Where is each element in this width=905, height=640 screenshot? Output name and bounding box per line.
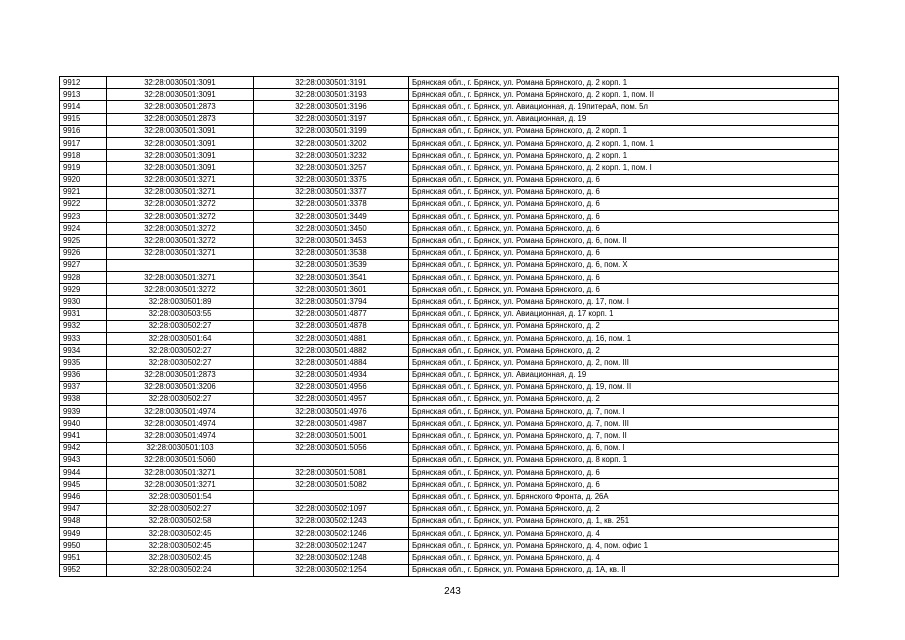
parent-cadastral-number-cell: 32:28:0030501:4974 (107, 430, 254, 442)
parent-cadastral-number-cell: 32:28:0030501:3091 (107, 125, 254, 137)
cadastral-number-cell (254, 454, 409, 466)
table-row (60, 89, 839, 101)
table-row (60, 357, 839, 369)
table-row (60, 479, 839, 491)
row-number-cell: 9924 (60, 223, 107, 235)
cadastral-number-cell: 32:28:0030501:3375 (254, 174, 409, 186)
parent-cadastral-number-cell: 32:28:0030502:58 (107, 515, 254, 527)
address-cell: Брянская обл., г. Брянск, ул. Романа Брянского, д. 7, пом. II (409, 430, 839, 442)
table-row (60, 393, 839, 405)
parent-cadastral-number-cell: 32:28:0030502:45 (107, 552, 254, 564)
cadastral-number-cell: 32:28:0030501:5056 (254, 442, 409, 454)
parent-cadastral-number-cell: 32:28:0030501:3272 (107, 198, 254, 210)
row-number-cell: 9937 (60, 381, 107, 393)
cadastral-number-cell: 32:28:0030502:1248 (254, 552, 409, 564)
address-cell: Брянская обл., г. Брянск, ул. Романа Брянского, д. 2 корп. 1, пом. 1 (409, 137, 839, 149)
row-number-cell: 9929 (60, 284, 107, 296)
row-number-cell: 9947 (60, 503, 107, 515)
table-row (60, 296, 839, 308)
cadastral-number-cell: 32:28:0030501:3601 (254, 284, 409, 296)
row-number-cell: 9921 (60, 186, 107, 198)
cadastral-number-cell: 32:28:0030501:4884 (254, 357, 409, 369)
table-row (60, 515, 839, 527)
registry-table-body (60, 77, 839, 577)
parent-cadastral-number-cell: 32:28:0030502:27 (107, 503, 254, 515)
address-cell: Брянская обл., г. Брянск, ул. Авиационная, д. 19 (409, 369, 839, 381)
row-number-cell: 9941 (60, 430, 107, 442)
table-row (60, 552, 839, 564)
address-cell: Брянская обл., г. Брянск, ул. Романа Брянского, д. 7, пом. I (409, 406, 839, 418)
table-row (60, 284, 839, 296)
table-row (60, 564, 839, 576)
cadastral-number-cell: 32:28:0030501:4877 (254, 308, 409, 320)
table-row (60, 332, 839, 344)
table-row (60, 491, 839, 503)
cadastral-number-cell: 32:28:0030501:5001 (254, 430, 409, 442)
cadastral-number-cell: 32:28:0030502:1097 (254, 503, 409, 515)
table-row (60, 406, 839, 418)
address-cell: Брянская обл., г. Брянск, ул. Романа Брянского, д. 6 (409, 272, 839, 284)
address-cell: Брянская обл., г. Брянск, ул. Романа Брянского, д. 2 корп. 1, пом. II (409, 89, 839, 101)
address-cell: Брянская обл., г. Брянск, ул. Романа Брянского, д. 2 (409, 393, 839, 405)
registry-table (59, 76, 839, 577)
address-cell: Брянская обл., г. Брянск, ул. Романа Брянского, д. 6 (409, 211, 839, 223)
address-cell: Брянская обл., г. Брянск, ул. Романа Брянского, д. 6 (409, 198, 839, 210)
address-cell: Брянская обл., г. Брянск, ул. Романа Брянского, д. 2 корп. 1 (409, 125, 839, 137)
row-number-cell: 9936 (60, 369, 107, 381)
row-number-cell: 9914 (60, 101, 107, 113)
row-number-cell: 9930 (60, 296, 107, 308)
cadastral-number-cell: 32:28:0030501:3450 (254, 223, 409, 235)
table-row (60, 527, 839, 539)
row-number-cell: 9946 (60, 491, 107, 503)
address-cell: Брянская обл., г. Брянск, ул. Романа Брянского, д. 2 (409, 320, 839, 332)
address-cell: Брянская обл., г. Брянск, ул. Романа Брянского, д. 6 (409, 467, 839, 479)
row-number-cell: 9938 (60, 393, 107, 405)
address-cell: Брянская обл., г. Брянск, ул. Романа Брянского, д. 4 (409, 552, 839, 564)
cadastral-number-cell: 32:28:0030501:3232 (254, 150, 409, 162)
cadastral-number-cell: 32:28:0030502:1254 (254, 564, 409, 576)
parent-cadastral-number-cell: 32:28:0030501:3206 (107, 381, 254, 393)
address-cell: Брянская обл., г. Брянск, ул. Романа Брянского, д. 6 (409, 174, 839, 186)
row-number-cell: 9950 (60, 540, 107, 552)
row-number-cell: 9943 (60, 454, 107, 466)
table-row (60, 223, 839, 235)
address-cell: Брянская обл., г. Брянск, ул. Романа Брянского, д. 2 корп. 1 (409, 77, 839, 89)
table-row (60, 162, 839, 174)
cadastral-number-cell: 32:28:0030501:4956 (254, 381, 409, 393)
parent-cadastral-number-cell: 32:28:0030501:103 (107, 442, 254, 454)
address-cell: Брянская обл., г. Брянск, ул. Авиационная, д. 19 (409, 113, 839, 125)
row-number-cell: 9939 (60, 406, 107, 418)
parent-cadastral-number-cell: 32:28:0030501:3272 (107, 223, 254, 235)
cadastral-number-cell: 32:28:0030501:3193 (254, 89, 409, 101)
address-cell: Брянская обл., г. Брянск, ул. Романа Брянского, д. 6 (409, 284, 839, 296)
parent-cadastral-number-cell: 32:28:0030501:3272 (107, 211, 254, 223)
table-row (60, 235, 839, 247)
row-number-cell: 9926 (60, 247, 107, 259)
table-row (60, 198, 839, 210)
page-number: 243 (444, 586, 461, 597)
parent-cadastral-number-cell: 32:28:0030501:3272 (107, 235, 254, 247)
table-row (60, 345, 839, 357)
parent-cadastral-number-cell: 32:28:0030502:24 (107, 564, 254, 576)
row-number-cell: 9920 (60, 174, 107, 186)
address-cell: Брянская обл., г. Брянск, ул. Романа Брянского, д. 6, пом. II (409, 235, 839, 247)
parent-cadastral-number-cell: 32:28:0030501:89 (107, 296, 254, 308)
cadastral-number-cell: 32:28:0030501:4976 (254, 406, 409, 418)
row-number-cell: 9912 (60, 77, 107, 89)
address-cell: Брянская обл., г. Брянск, ул. Романа Брянского, д. 1А, кв. II (409, 564, 839, 576)
cadastral-number-cell: 32:28:0030501:3191 (254, 77, 409, 89)
cadastral-number-cell: 32:28:0030501:5082 (254, 479, 409, 491)
address-cell: Брянская обл., г. Брянск, ул. Романа Брянского, д. 2 корп. 1 (409, 150, 839, 162)
table-row (60, 174, 839, 186)
cadastral-number-cell: 32:28:0030501:4878 (254, 320, 409, 332)
table-row (60, 125, 839, 137)
cadastral-number-cell: 32:28:0030501:4881 (254, 332, 409, 344)
row-number-cell: 9934 (60, 345, 107, 357)
address-cell: Брянская обл., г. Брянск, ул. Брянского Фронта, д. 26А (409, 491, 839, 503)
cadastral-number-cell (254, 491, 409, 503)
table-row (60, 369, 839, 381)
table-row (60, 272, 839, 284)
cadastral-number-cell: 32:28:0030501:3202 (254, 137, 409, 149)
cadastral-number-cell: 32:28:0030501:3449 (254, 211, 409, 223)
parent-cadastral-number-cell: 32:28:0030501:3271 (107, 174, 254, 186)
table-row (60, 77, 839, 89)
row-number-cell: 9944 (60, 467, 107, 479)
row-number-cell: 9928 (60, 272, 107, 284)
parent-cadastral-number-cell: 32:28:0030501:4974 (107, 418, 254, 430)
parent-cadastral-number-cell: 32:28:0030502:45 (107, 540, 254, 552)
cadastral-number-cell: 32:28:0030501:3453 (254, 235, 409, 247)
table-row (60, 430, 839, 442)
address-cell: Брянская обл., г. Брянск, ул. Романа Брянского, д. 8 корп. 1 (409, 454, 839, 466)
parent-cadastral-number-cell (107, 259, 254, 271)
cadastral-number-cell: 32:28:0030501:4957 (254, 393, 409, 405)
parent-cadastral-number-cell: 32:28:0030501:3271 (107, 247, 254, 259)
row-number-cell: 9932 (60, 320, 107, 332)
address-cell: Брянская обл., г. Брянск, ул. Романа Брянского, д. 2, пом. III (409, 357, 839, 369)
parent-cadastral-number-cell: 32:28:0030501:3271 (107, 186, 254, 198)
cadastral-number-cell: 32:28:0030502:1247 (254, 540, 409, 552)
address-cell: Брянская обл., г. Брянск, ул. Романа Брянского, д. 6 (409, 479, 839, 491)
parent-cadastral-number-cell: 32:28:0030501:3091 (107, 89, 254, 101)
address-cell: Брянская обл., г. Брянск, ул. Романа Брянского, д. 1, кв. 251 (409, 515, 839, 527)
row-number-cell: 9913 (60, 89, 107, 101)
table-row (60, 442, 839, 454)
address-cell: Брянская обл., г. Брянск, ул. Романа Брянского, д. 2 (409, 503, 839, 515)
cadastral-number-cell: 32:28:0030501:3199 (254, 125, 409, 137)
table-row (60, 308, 839, 320)
parent-cadastral-number-cell: 32:28:0030501:2873 (107, 369, 254, 381)
parent-cadastral-number-cell: 32:28:0030501:3091 (107, 162, 254, 174)
parent-cadastral-number-cell: 32:28:0030501:54 (107, 491, 254, 503)
parent-cadastral-number-cell: 32:28:0030501:3271 (107, 467, 254, 479)
row-number-cell: 9915 (60, 113, 107, 125)
cadastral-number-cell: 32:28:0030501:3377 (254, 186, 409, 198)
parent-cadastral-number-cell: 32:28:0030501:64 (107, 332, 254, 344)
parent-cadastral-number-cell: 32:28:0030501:3272 (107, 284, 254, 296)
table-row (60, 101, 839, 113)
cadastral-number-cell: 32:28:0030501:3794 (254, 296, 409, 308)
parent-cadastral-number-cell: 32:28:0030501:4974 (107, 406, 254, 418)
parent-cadastral-number-cell: 32:28:0030503:55 (107, 308, 254, 320)
address-cell: Брянская обл., г. Брянск, ул. Романа Брянского, д. 6 (409, 223, 839, 235)
cadastral-number-cell: 32:28:0030502:1243 (254, 515, 409, 527)
row-number-cell: 9933 (60, 332, 107, 344)
row-number-cell: 9935 (60, 357, 107, 369)
address-cell: Брянская обл., г. Брянск, ул. Романа Брянского, д. 6 (409, 247, 839, 259)
row-number-cell: 9919 (60, 162, 107, 174)
table-row (60, 418, 839, 430)
row-number-cell: 9927 (60, 259, 107, 271)
address-cell: Брянская обл., г. Брянск, ул. Романа Брянского, д. 2 корп. 1, пом. I (409, 162, 839, 174)
table-row (60, 381, 839, 393)
cadastral-number-cell: 32:28:0030501:3539 (254, 259, 409, 271)
parent-cadastral-number-cell: 32:28:0030502:27 (107, 393, 254, 405)
cadastral-number-cell: 32:28:0030501:3541 (254, 272, 409, 284)
table-row (60, 503, 839, 515)
table-row (60, 454, 839, 466)
row-number-cell: 9945 (60, 479, 107, 491)
row-number-cell: 9948 (60, 515, 107, 527)
address-cell: Брянская обл., г. Брянск, ул. Авиационная, д. 19питерaА, пом. 5л (409, 101, 839, 113)
parent-cadastral-number-cell: 32:28:0030501:3271 (107, 479, 254, 491)
parent-cadastral-number-cell: 32:28:0030501:3091 (107, 150, 254, 162)
cadastral-number-cell: 32:28:0030501:3538 (254, 247, 409, 259)
table-row (60, 150, 839, 162)
table-row (60, 186, 839, 198)
row-number-cell: 9949 (60, 527, 107, 539)
row-number-cell: 9922 (60, 198, 107, 210)
table-row (60, 247, 839, 259)
row-number-cell: 9917 (60, 137, 107, 149)
row-number-cell: 9916 (60, 125, 107, 137)
row-number-cell: 9951 (60, 552, 107, 564)
cadastral-number-cell: 32:28:0030501:4934 (254, 369, 409, 381)
parent-cadastral-number-cell: 32:28:0030501:3091 (107, 77, 254, 89)
cadastral-number-cell: 32:28:0030501:3197 (254, 113, 409, 125)
table-row (60, 320, 839, 332)
row-number-cell: 9925 (60, 235, 107, 247)
address-cell: Брянская обл., г. Брянск, ул. Романа Брянского, д. 6, пом. I (409, 442, 839, 454)
cadastral-number-cell: 32:28:0030501:3196 (254, 101, 409, 113)
row-number-cell: 9952 (60, 564, 107, 576)
parent-cadastral-number-cell: 32:28:0030501:2873 (107, 113, 254, 125)
cadastral-number-cell: 32:28:0030501:3378 (254, 198, 409, 210)
address-cell: Брянская обл., г. Брянск, ул. Романа Брянского, д. 16, пом. 1 (409, 332, 839, 344)
parent-cadastral-number-cell: 32:28:0030502:27 (107, 357, 254, 369)
table-row (60, 467, 839, 479)
row-number-cell: 9923 (60, 211, 107, 223)
parent-cadastral-number-cell: 32:28:0030501:5060 (107, 454, 254, 466)
row-number-cell: 9940 (60, 418, 107, 430)
address-cell: Брянская обл., г. Брянск, ул. Романа Брянского, д. 19, пом. II (409, 381, 839, 393)
cadastral-number-cell: 32:28:0030502:1246 (254, 527, 409, 539)
address-cell: Брянская обл., г. Брянск, ул. Романа Брянского, д. 4, пом. офис 1 (409, 540, 839, 552)
address-cell: Брянская обл., г. Брянск, ул. Романа Брянского, д. 6, пом. X (409, 259, 839, 271)
parent-cadastral-number-cell: 32:28:0030501:3271 (107, 272, 254, 284)
cadastral-number-cell: 32:28:0030501:4882 (254, 345, 409, 357)
address-cell: Брянская обл., г. Брянск, ул. Романа Брянского, д. 7, пом. III (409, 418, 839, 430)
parent-cadastral-number-cell: 32:28:0030502:27 (107, 345, 254, 357)
parent-cadastral-number-cell: 32:28:0030501:3091 (107, 137, 254, 149)
row-number-cell: 9942 (60, 442, 107, 454)
table-row (60, 259, 839, 271)
table-row (60, 211, 839, 223)
address-cell: Брянская обл., г. Брянск, ул. Романа Брянского, д. 6 (409, 186, 839, 198)
cadastral-number-cell: 32:28:0030501:4987 (254, 418, 409, 430)
table-row (60, 540, 839, 552)
table-row (60, 137, 839, 149)
address-cell: Брянская обл., г. Брянск, ул. Авиационная, д. 17 корп. 1 (409, 308, 839, 320)
row-number-cell: 9931 (60, 308, 107, 320)
table-row (60, 113, 839, 125)
address-cell: Брянская обл., г. Брянск, ул. Романа Брянского, д. 17, пом. I (409, 296, 839, 308)
parent-cadastral-number-cell: 32:28:0030501:2873 (107, 101, 254, 113)
parent-cadastral-number-cell: 32:28:0030502:27 (107, 320, 254, 332)
row-number-cell: 9918 (60, 150, 107, 162)
cadastral-number-cell: 32:28:0030501:3257 (254, 162, 409, 174)
cadastral-number-cell: 32:28:0030501:5081 (254, 467, 409, 479)
address-cell: Брянская обл., г. Брянск, ул. Романа Брянского, д. 2 (409, 345, 839, 357)
address-cell: Брянская обл., г. Брянск, ул. Романа Брянского, д. 4 (409, 527, 839, 539)
parent-cadastral-number-cell: 32:28:0030502:45 (107, 527, 254, 539)
